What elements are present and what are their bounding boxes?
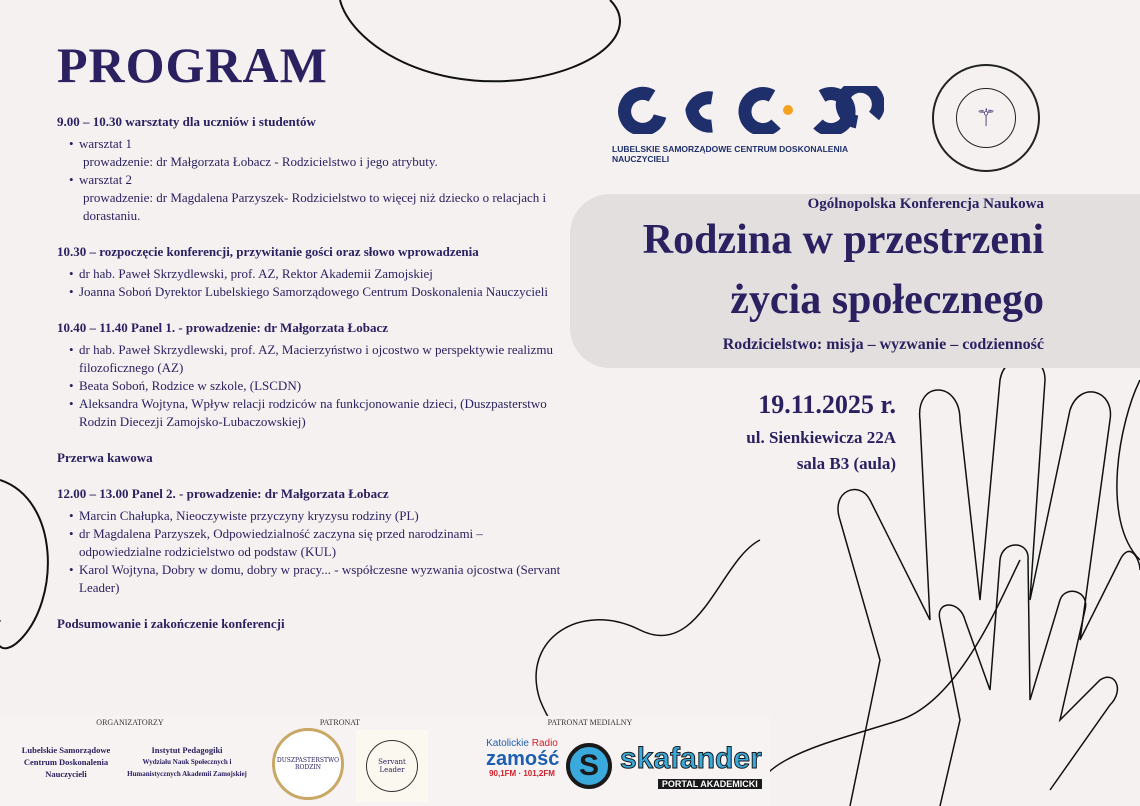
media-patronage-label: PATRONAT MEDIALNY [547, 718, 633, 727]
conference-date: 19.11.2025 r. [758, 390, 896, 419]
conference-title [643, 214, 1044, 326]
akademia-zamojska-seal [932, 64, 1040, 172]
program-item-text: • Joanna Soboń Dyrektor Lubelskiego Samorządowego Centrum Doskonalenia Nauczycieli [79, 284, 548, 299]
skafander-sub: PORTAL AKADEMICKI [658, 779, 762, 789]
program-heading: 9.00 – 10.30 warsztaty dla uczniów i studentów [57, 114, 316, 129]
program-item [57, 561, 567, 597]
program-item-text: • warsztat 2 [79, 172, 133, 187]
program-item [57, 265, 567, 283]
patron2-text: Servant Leader [366, 740, 418, 792]
servant-leader-logo [356, 730, 428, 802]
program-heading: 10.40 – 11.40 Panel 1. - prowadzenie: dr Małgorzata Łobacz [57, 320, 388, 335]
program-item-detail: prowadzenie: dr Małgorzata Łobacz - Rodzicielstwo i jego atrybuty. [83, 154, 438, 169]
org2-sub: Wydziału Nauk Społecznych i Humanistycznych Akademii Zamojskiej [127, 758, 247, 778]
program-item [57, 341, 567, 377]
room: sala B3 (aula) [796, 454, 896, 473]
program-item-text: • Aleksandra Wojtyna, Wpływ relacji rodziców na funkcjonowanie dzieci, (Duszpasterstwo Rodzin Diecezji Zamojsko-Lubaczowskiej) [79, 396, 547, 429]
program-heading: 12.00 – 13.00 Panel 2. - prowadzenie: dr Małgorzata Łobacz [57, 486, 389, 501]
program-section [57, 243, 567, 301]
conference-subtitle: Rodzicielstwo: misja – wyzwanie – codzienność [722, 336, 1044, 353]
organizers-label: ORGANIZATORZY [96, 718, 164, 727]
program-item [57, 171, 567, 225]
footer-sponsors [0, 716, 770, 806]
program-item [57, 377, 567, 395]
program-item-text: • warsztat 1 [79, 136, 133, 151]
lscdn-logo [612, 86, 884, 164]
program-section [57, 113, 567, 225]
skafander-s-icon: S [566, 743, 612, 789]
program-item [57, 395, 567, 431]
conference-address [746, 425, 896, 477]
patronage-label: PATRONAT [319, 718, 361, 727]
radio-name2: Radio [531, 738, 558, 749]
page-title: PROGRAM [57, 37, 328, 93]
lscdn-logo-mark [612, 86, 884, 134]
program-item [57, 135, 567, 171]
program-item-text: • Beata Soboń, Rodzice w szkole, (LSCDN) [79, 378, 302, 393]
program-item-detail: prowadzenie: dr Magdalena Parzyszek- Rodzicielstwo to więcej niż dziecko o relacjach i dorastaniu. [83, 190, 547, 223]
patron1-text: DUSZPASTERSTWO RODZIN [276, 757, 340, 771]
program-item-text: • dr hab. Paweł Skrzydlewski, prof. AZ, Rektor Akademii Zamojskiej [79, 266, 433, 281]
katolickie-radio-zamosc-logo [486, 738, 558, 778]
conference-type: Ogólnopolska Konferencja Naukowa [807, 196, 1044, 212]
organizer-lscdn: Lubelskie Samorządowe Centrum Doskonalenia Nauczycieli [21, 745, 111, 779]
program-heading: 10.30 – rozpoczęcie konferencji, przywitanie gości oraz słowo wprowadzenia [57, 244, 479, 259]
program-item [57, 507, 567, 525]
organizer-instytut [112, 744, 262, 780]
program-item [57, 525, 567, 561]
program-section [57, 449, 567, 467]
program-list [57, 113, 567, 651]
radio-freq: 90,1FM · 101,2FM [489, 769, 555, 778]
title-line-2: życia społecznego [730, 277, 1044, 323]
address: ul. Sienkiewicza 22A [746, 428, 896, 447]
radio-city: zamość [486, 748, 560, 770]
lscdn-caption: LUBELSKIE SAMORZĄDOWE CENTRUM DOSKONALENIA NAUCZYCIELI [612, 144, 848, 164]
program-item-text: • dr hab. Paweł Skrzydlewski, prof. AZ, Macierzyństwo i ojcostwo w perspektywie realizmu filozoficznego (AZ) [79, 342, 554, 375]
program-section [57, 485, 567, 597]
program-item [57, 283, 567, 301]
program-heading: Przerwa kawowa [57, 450, 153, 465]
program-item-text: • Karol Wojtyna, Dobry w domu, dobry w pracy... - współczesne wyzwania ojcostwa (Servant Leader) [79, 562, 561, 595]
radio-name1: Katolickie [486, 738, 529, 749]
org2-title: Instytut Pedagogiki [151, 745, 223, 755]
program-item-text: • dr Magdalena Parzyszek, Odpowiedzialność zaczyna się przed narodzinami – odpowiedzialne rodzicielstwo od podstaw (KUL) [79, 526, 483, 559]
skafander-logo [620, 744, 762, 792]
program-item-text: • Marcin Chałupka, Nieoczywiste przyczyny kryzysu rodziny (PL) [79, 508, 419, 523]
duszpasterstwo-rodzin-logo [272, 728, 344, 800]
program-section [57, 319, 567, 431]
program-heading: Podsumowanie i zakończenie konferencji [57, 616, 285, 631]
title-line-1: Rodzina w przestrzeni [642, 217, 1044, 263]
skafander-name: skafander [620, 742, 762, 775]
crossed-torches-icon: ⚚ [956, 88, 1016, 148]
program-section [57, 615, 567, 633]
